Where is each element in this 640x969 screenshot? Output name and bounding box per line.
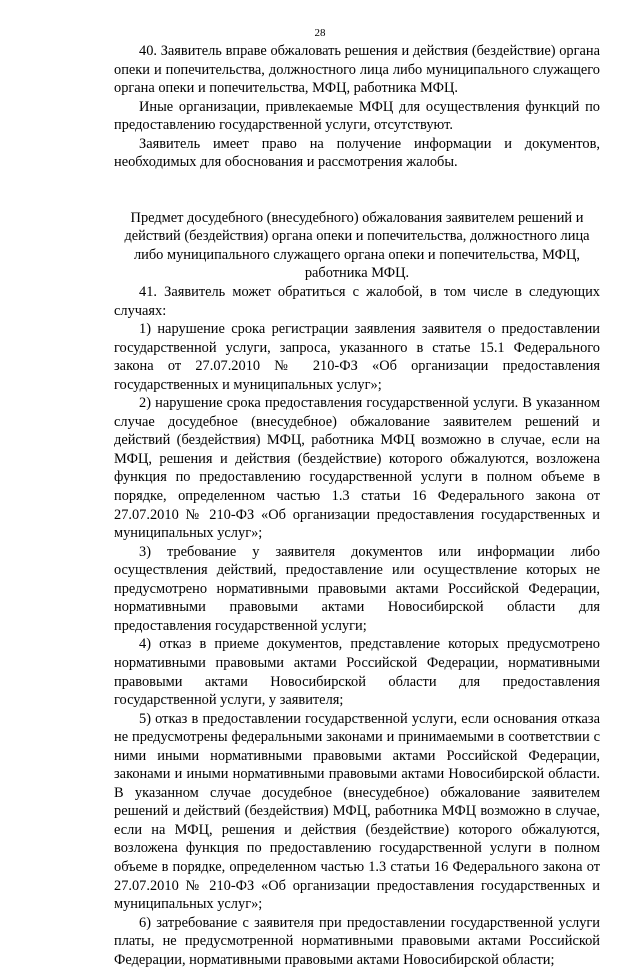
paragraph-other-organizations: Иные организации, привлекаемые МФЦ для осуществления функций по предоставлению государственной услуги, отсутствуют. — [114, 98, 600, 134]
list-item-5: 5) отказ в предоставлении государственной услуги, если основания отказа не предусмотрены федеральными законами и принимаемыми в соответствии с ними иными нормативными правовыми актами Российской Федерации, законами и иными нормативными правовыми актами Новосибирской области. В указанном случае досудебное (внесудебное) обжалование заявителем решений и действий (бездействия) МФЦ, работника МФЦ возможно в случае, если на МФЦ, решения и действия (бездействие) которого обжалуются, возложена функция по предоставлению государственной услуги в полном объеме в порядке, определенном частью 1.3 статьи 16 Федерального закона от 27.07.2010 № 210-ФЗ «Об организации предоставления государственных и муниципальных услуг»; — [114, 710, 600, 913]
list-item-6: 6) затребование с заявителя при предоставлении государственной услуги платы, не предусмотренной нормативными правовыми актами Российской Федерации, нормативными правовыми актами Новосибирской области; — [114, 914, 600, 968]
list-item-2: 2) нарушение срока предоставления государственной услуги. В указанном случае досудебное (внесудебное) обжалование заявителем решений и действий (бездействия) МФЦ, работника МФЦ возможно в случае, если на МФЦ, решения и действия (бездействие) которого обжалуются, возложена функция по предоставлению государственной услуги в полном объеме в порядке, определенном частью 1.3 статьи 16 Федерального закона от 27.07.2010 № 210-ФЗ «Об организации предоставления государственных и муниципальных услуг»; — [114, 395, 600, 542]
list-item-4: 4) отказ в приеме документов, представление которых предусмотрено нормативными правовыми актами Российской Федерации, нормативными правовыми актами Новосибирской области для предоставления государственной услуги, у заявителя; — [114, 636, 600, 709]
section-heading: Предмет досудебного (внесудебного) обжалования заявителем решений и действий (бездействия) органа опеки и попечительства, должностного лица либо муниципального служащего органа опеки и попечительства, МФЦ, работника МФЦ. — [124, 209, 590, 282]
document-body — [114, 42, 600, 969]
section-spacer — [114, 172, 600, 209]
paragraph-40: 40. Заявитель вправе обжаловать решения и действия (бездействие) органа опеки и попечительства, должностного лица либо муниципального служащего органа опеки и попечительства, МФЦ, работника МФЦ. — [114, 43, 600, 97]
page-number: 28 — [314, 27, 326, 39]
paragraph-41: 41. Заявитель может обратиться с жалобой, в том числе в следующих случаях: — [114, 284, 600, 319]
paragraph-right-to-information: Заявитель имеет право на получение информации и документов, необходимых для обоснования и рассмотрения жалобы. — [114, 135, 600, 171]
list-item-1: 1) нарушение срока регистрации заявления заявителя о предоставлении государственной услуги, запроса, указанного в статье 15.1 Федерального закона от 27.07.2010 № 210-ФЗ «Об организации предоставления государственных и муниципальных услуг»; — [114, 321, 600, 393]
list-item-3: 3) требование у заявителя документов или информации либо осуществления действий, предоставление или осуществление которых не предусмотрено нормативными правовыми актами Российской Федерации, нормативными правовыми актами Новосибирской области для предоставления государственной услуги; — [114, 543, 600, 634]
